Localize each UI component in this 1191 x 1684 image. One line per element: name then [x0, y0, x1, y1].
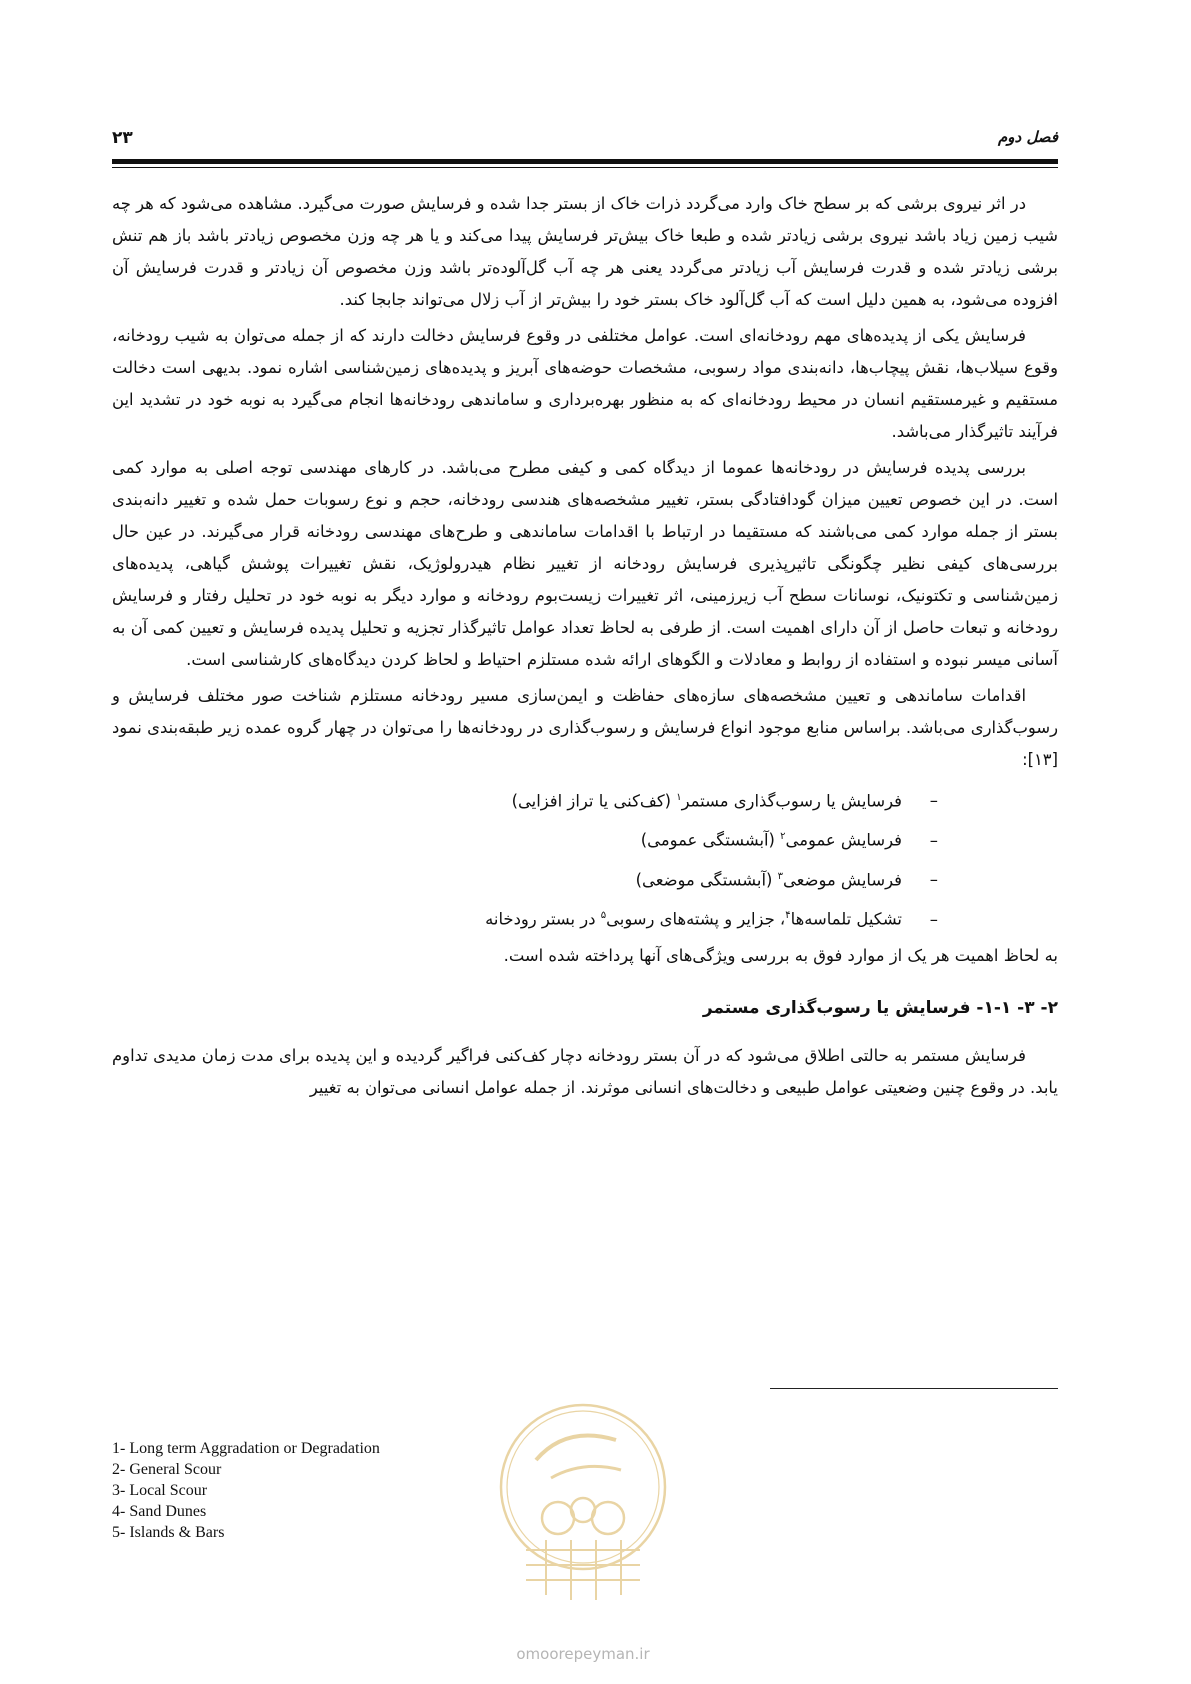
- scour-types-list: [112, 780, 1058, 938]
- body-text: [112, 188, 1058, 1108]
- page-number: ۲۳: [112, 128, 133, 148]
- footnote-separator: [770, 1388, 1058, 1389]
- footnotes: [112, 1438, 472, 1543]
- list-item: –فرسایش یا رسوب‌گذاری مستمر$^۱$ (کف‌کنی یا تراز افزایی): [112, 780, 938, 819]
- footnote: 4- Sand Dunes: [112, 1503, 207, 1520]
- dash-bullet: –: [929, 909, 938, 929]
- paragraph: فرسایش یکی از پدیده‌های مهم رودخانه‌ای است. عوامل مختلفی در وقوع فرسایش دخالت دارند که از جمله می‌توان به شیب رودخانه، وقوع سیلاب‌ها، نقش پیچاب‌ها، دانه‌بندی مواد رسوبی، مشخصات حوضه‌های آبریز و پدیده‌های زمین‌شناسی اشاره نمود. بدیهی است دخالت مستقیم و غیرمستقیم انسان در محیط رودخانه‌ای که به منظور بهره‌برداری و ساماندهی رودخانه‌ها انجام می‌گیرد به نوبه خود در تشدید این فرآیند تاثیرگذار می‌باشد.: [112, 326, 1058, 441]
- footnote-ref: ۱: [676, 792, 682, 803]
- list-item: –تشکیل تلماسه‌ها$^۴$، جزایر و پشته‌های رسوبی$^۵$ در بستر رودخانه: [112, 898, 938, 937]
- paragraph: در اثر نیروی برشی که بر سطح خاک وارد می‌گردد ذرات خاک از بستر جدا شده و فرسایش صورت می‌گیرد. مشاهده می‌شود که هر چه شیب زمین زیاد باشد نیروی برشی زیادتر شده و طبعا خاک بیش‌تر فرسایش پیدا می‌کند و یا هر چه وزن مخصوص زیادتر باشد باز هم تنش برشی زیادتر شده و قدرت فرسایش آب زیادتر می‌گردد یعنی هر چه آب گل‌آلوده‌تر باشد وزن مخصوص آن زیادتر و قدرت فرسایش آن افزوده می‌شود، به همین دلیل است که آب گل‌آلود خاک بستر خود را بیش‌تر از آب زلال می‌تواند جابجا کند.: [112, 194, 1058, 309]
- dash-bullet: –: [929, 870, 938, 890]
- dash-bullet: –: [929, 830, 938, 850]
- chapter-title: فصل دوم: [998, 128, 1058, 146]
- footnote-ref: ۵: [600, 910, 607, 922]
- footnote: 3- Local Scour: [112, 1482, 208, 1499]
- footnote-ref: ۲: [780, 831, 786, 843]
- watermark-seal-icon: [496, 1400, 670, 1618]
- paragraph: فرسایش مستمر به حالتی اطلاق می‌شود که در آن بستر رودخانه دچار کف‌کنی فراگیر گردیده و این پدیده برای مدت زمان مدیدی تداوم یابد. در وقوع چنین وضعیتی عوامل طبیعی و دخالت‌های انسانی موثرند. از جمله عوامل انسانی می‌توان به تغییر: [112, 1045, 1058, 1097]
- list-item: –فرسایش عمومی$^۲$ (آبشستگی عمومی): [112, 819, 938, 858]
- footnote-ref: ۴: [785, 910, 791, 922]
- paragraph: به لحاظ اهمیت هر یک از موارد فوق به بررسی ویژگی‌های آنها پرداخته شده است.: [503, 945, 1058, 965]
- paragraph: اقدامات ساماندهی و تعیین مشخصه‌های سازه‌های حفاظت و ایمن‌سازی مسیر رودخانه مستلزم شناخت صور مختلف فرسایش و رسوب‌گذاری می‌باشد. براساس منابع موجود انواع فرسایش و رسوب‌گذاری در رودخانه‌ها را می‌توان در چهار گروه عمده زیر طبقه‌بندی نمود [۱۳]:: [112, 686, 1058, 769]
- paragraph: بررسی پدیده فرسایش در رودخانه‌ها عموما از دیدگاه کمی و کیفی مطرح می‌باشد. در کارهای مهندسی توجه اصلی به موارد کمی است. در این خصوص تعیین میزان گودافتادگی بستر، تغییر مشخصه‌های هندسی رودخانه، حجم و نوع رسوبات حمل شده و تغییر دانه‌بندی بستر از جمله موارد کمی می‌باشند که مستقیما در ارتباط با اقدامات ساماندهی و طرح‌های مهندسی رودخانه قرار می‌گیرند. در عین حال بررسی‌های کیفی نظیر چگونگی تاثیرپذیری فرسایش رودخانه از تغییر نظام هیدرولوژیک، نقش تغییرات پوشش گیاهی، پدیده‌های زمین‌شناسی و تکتونیک، نوسانات سطح آب زیرزمینی، اثر تغییرات زیست‌بوم رودخانه و موارد دیگر به نوبه خود در تحلیل رفتار و فرسایش رودخانه و تبعات حاصل از آن دارای اهمیت است. از طرفی به لحاظ تعداد عوامل تاثیرگذار تجزیه و تحلیل پدیده فرسایش و تعیین کمی آن به آسانی میسر نبوده و استفاده از روابط و معادلات و الگوهای ارائه شده مستلزم احتیاط و لحاظ کردن دیدگاه‌های کارشناسی است.: [112, 458, 1058, 669]
- footnote: 2- General Scour: [112, 1461, 222, 1478]
- footnote-ref: ۳: [777, 870, 783, 882]
- page-header: [112, 128, 1058, 158]
- header-rule-thin: [112, 167, 1058, 168]
- dash-bullet: –: [929, 791, 938, 811]
- watermark-url: omoorepeyman.ir: [516, 1645, 650, 1663]
- footnote: 5- Islands & Bars: [112, 1524, 225, 1541]
- footnote: 1- Long term Aggradation or Degradation: [112, 1440, 380, 1457]
- header-rule-thick: [112, 159, 1058, 164]
- list-item: –فرسایش موضعی$^۳$ (آبشستگی موضعی): [112, 859, 938, 898]
- section-heading: ۲- ۳- ۱-۱- فرسایش یا رسوب‌گذاری مستمر: [702, 997, 1058, 1018]
